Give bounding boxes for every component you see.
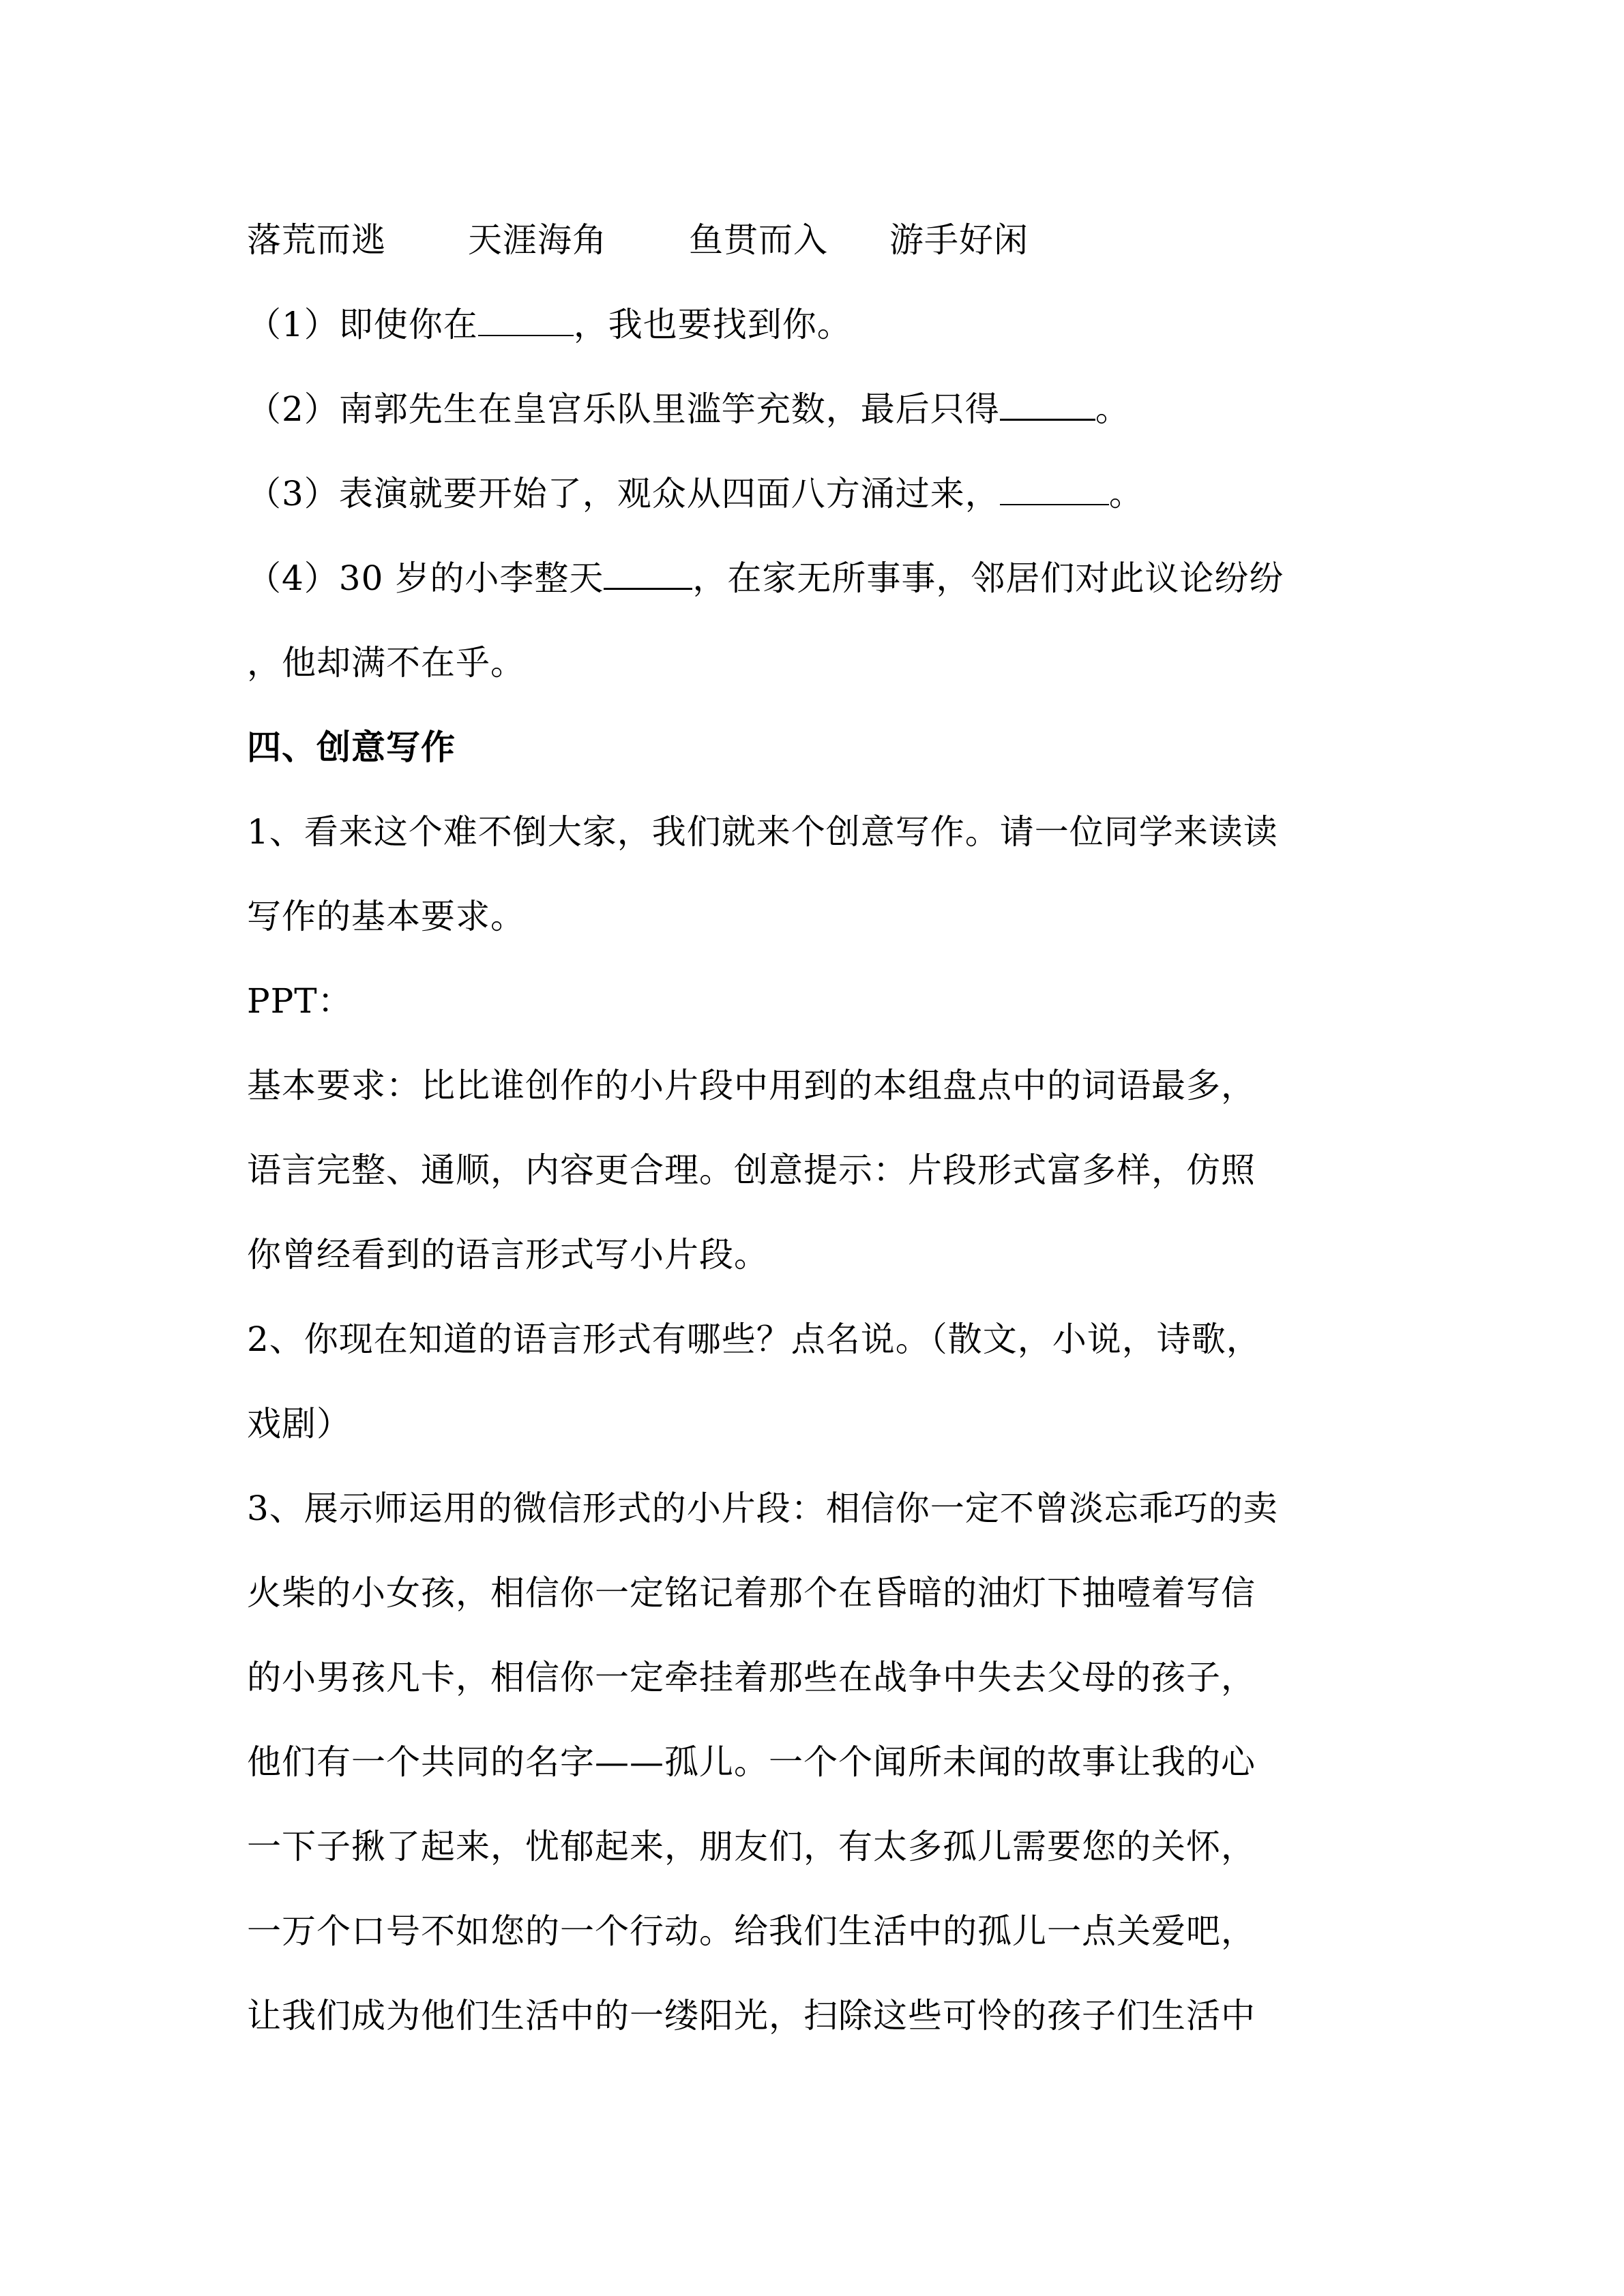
fill-item-text: ，在家无所事事，邻居们对此议论纷纷 — [692, 558, 1284, 598]
paragraph-line: 一下子揪了起来，忧郁起来，朋友们，有太多孤儿需要您的关怀， — [247, 1827, 1256, 1866]
paragraph-line: 让我们成为他们生活中的一缕阳光，扫除这些可怜的孩子们生活中 — [247, 1996, 1256, 2036]
paragraph-line: 基本要求：比比谁创作的小片段中用到的本组盘点中的词语最多， — [247, 1066, 1256, 1105]
fill-item-2 — [247, 389, 1130, 430]
fill-item-text: ，我也要找到你。 — [573, 305, 852, 344]
fill-item-text: （4）30 岁的小李整天 — [247, 558, 604, 598]
word-bank-item: 落荒而逃 — [247, 220, 386, 260]
answer-blank — [1000, 389, 1095, 421]
section-heading: 四、创意写作 — [247, 727, 456, 767]
fill-item-text: （2）南郭先生在皇宫乐队里滥竽充数，最后只得 — [247, 389, 1000, 429]
fill-item-text: （3）表演就要开始了，观众从四面八方涌过来， — [247, 474, 1000, 513]
answer-blank — [478, 305, 574, 336]
fill-item-text: （1）即使你在 — [247, 305, 478, 344]
fill-item-text: 。 — [1108, 474, 1144, 513]
paragraph-line: 一万个口号不如您的一个行动。给我们生活中的孤儿一点关爱吧， — [247, 1911, 1256, 1951]
fill-item-1 — [247, 304, 852, 345]
ppt-label: PPT： — [247, 981, 353, 1021]
paragraph-line: 1、看来这个难不倒大家，我们就来个创意写作。请一位同学来读读 — [247, 812, 1278, 852]
word-bank — [247, 220, 1029, 260]
paragraph-line: 语言完整、通顺，内容更合理。创意提示：片段形式富多样，仿照 — [247, 1150, 1256, 1190]
fill-item-4 — [247, 558, 1284, 599]
word-bank-item: 游手好闲 — [889, 220, 1029, 260]
paragraph-line: 戏剧） — [247, 1404, 351, 1444]
paragraph-line: 他们有一个共同的名字——孤儿。一个个闻所未闻的故事让我的心 — [247, 1742, 1256, 1782]
paragraph-line: 3、展示师运用的微信形式的小片段：相信你一定不曾淡忘乖巧的卖 — [247, 1489, 1278, 1528]
paragraph-line: 火柴的小女孩，相信你一定铭记着那个在昏暗的油灯下抽噎着写信 — [247, 1573, 1256, 1613]
paragraph-line: 的小男孩凡卡，相信你一定牵挂着那些在战争中失去父母的孩子， — [247, 1658, 1256, 1697]
paragraph-line: 你曾经看到的语言形式写小片段。 — [247, 1235, 769, 1274]
fill-item-4-continued: ，他却满不在乎。 — [247, 643, 525, 683]
paragraph-line: 2、你现在知道的语言形式有哪些？点名说。（散文，小说，诗歌， — [247, 1320, 1261, 1359]
fill-item-text: 。 — [1095, 389, 1130, 429]
answer-blank — [604, 558, 692, 590]
paragraph-line: 写作的基本要求。 — [247, 897, 525, 936]
word-bank-item: 鱼贯而入 — [689, 220, 828, 260]
word-bank-item: 天涯海角 — [468, 220, 607, 260]
fill-item-3 — [247, 473, 1144, 514]
answer-blank — [1000, 474, 1109, 505]
